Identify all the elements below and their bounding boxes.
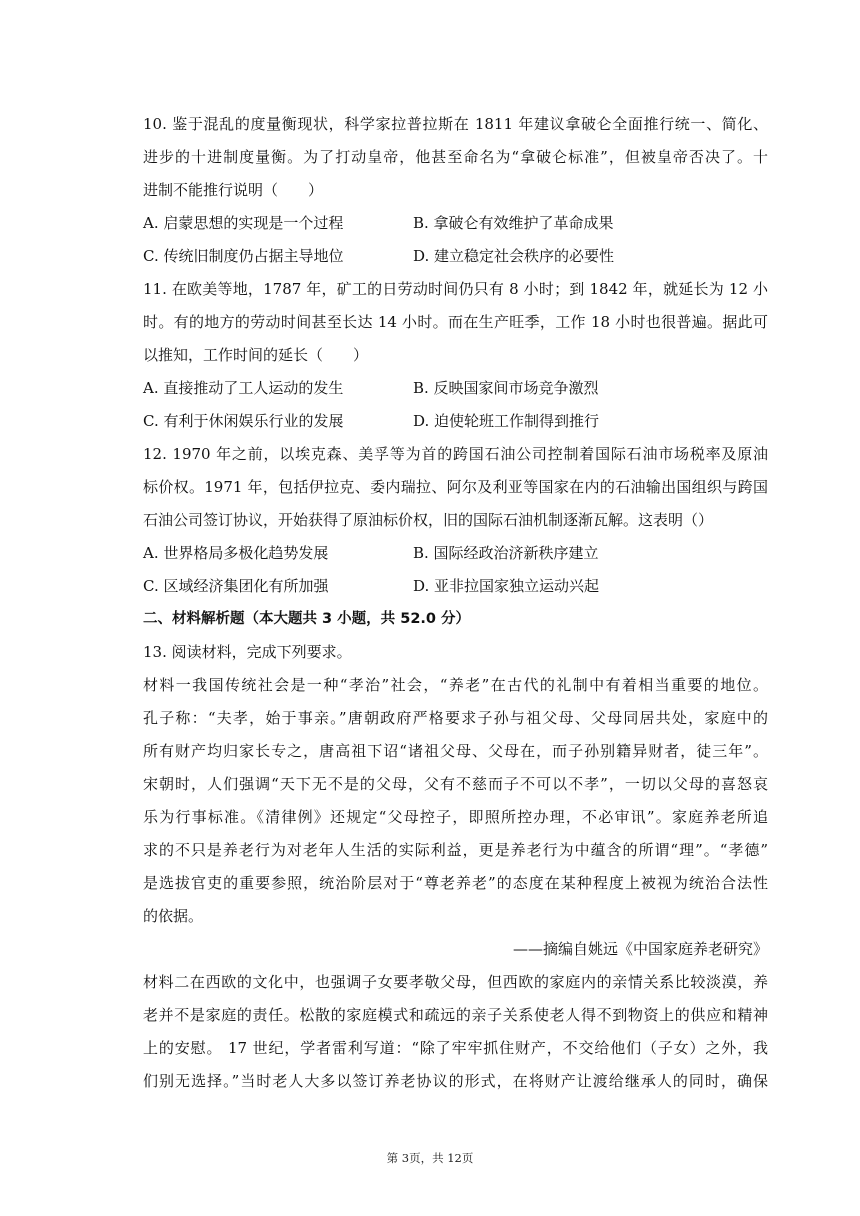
question-11-options-row-2: [143, 405, 768, 438]
question-11-line-3: 以推知，工作时间的延长（ ）: [143, 346, 369, 364]
question-10-option-d[interactable]: D. 建立稳定社会秩序的必要性: [413, 247, 615, 265]
section-2-heading: 二、材料解析题（本大题共 3 小题，共 52.0 分）: [143, 611, 471, 627]
question-10-option-c[interactable]: C. 传统旧制度仍占据主导地位: [143, 247, 344, 265]
question-11-option-b[interactable]: B. 反映国家间市场竞争激烈: [413, 379, 599, 397]
question-10-options-row-2: [143, 240, 768, 273]
material-1-line-2: 孔子称：“夫孝，始于事亲。”唐朝政府严格要求子孙与祖父母、父母同居共处，家庭中的: [143, 709, 768, 727]
question-10-option-a[interactable]: A. 启蒙思想的实现是一个过程: [143, 214, 344, 232]
question-12-line-1: 12. 1970 年之前，以埃克森、美孚等为首的跨国石油公司控制着国际石油市场税率及原油: [143, 445, 768, 463]
material-1-source: ——摘编自姚远《中国家庭养老研究》: [512, 940, 768, 958]
question-12-option-a[interactable]: A. 世界格局多极化趋势发展: [143, 544, 329, 562]
question-11-option-a[interactable]: A. 直接推动了工人运动的发生: [143, 379, 344, 397]
page-number-footer: 第 3页，共 12页: [386, 1151, 474, 1165]
question-12-line-2: 标价权。1971 年，包括伊拉克、委内瑞拉、阿尔及利亚等国家在内的石油输出国组织与跨国: [143, 478, 768, 496]
question-11-line-2: 时。有的地方的劳动时间甚至长达 14 小时。而在生产旺季，工作 18 小时也很普遍。据此可: [143, 313, 768, 331]
question-11-option-d[interactable]: D. 迫使轮班工作制得到推行: [413, 412, 600, 430]
question-13-intro: 13. 阅读材料，完成下列要求。: [143, 643, 352, 661]
material-1-line-3: 所有财产均归家长专之，唐高祖下诏“诸祖父母、父母在，而子孙别籍异财者，徒三年”。: [143, 742, 768, 760]
material-2-line-1: 材料二在西欧的文化中，也强调子女要孝敬父母，但西欧的家庭内的亲情关系比较淡漠，养: [143, 973, 768, 991]
material-1-line-6: 求的不只是养老行为对老年人生活的实际利益，更是养老行为中蕴含的所谓“理”。“孝德”: [143, 841, 768, 859]
question-10-line-1: 10. 鉴于混乱的度量衡现状，科学家拉普拉斯在 1811 年建议拿破仑全面推行统一、简化、: [143, 115, 768, 133]
question-12-option-b[interactable]: B. 国际经政治济新秩序建立: [413, 544, 599, 562]
material-1-line-8: 的依据。: [143, 907, 204, 925]
question-10-line-3: 进制不能推行说明（ ）: [143, 181, 324, 199]
question-11-options-row-1: [143, 372, 768, 405]
question-10: [143, 108, 768, 273]
question-10-line-2: 进步的十进制度量衡。为了打动皇帝，他甚至命名为“拿破仑标准”，但被皇帝否决了。十: [143, 148, 768, 166]
material-2: [143, 966, 768, 1098]
material-1-line-5: 乐为行事标准。《清律例》还规定“父母控子，即照所控办理，不必审讯”。家庭养老所追: [143, 808, 768, 826]
page-content: [143, 108, 768, 1098]
question-12: [143, 438, 768, 603]
material-2-line-2: 老并不是家庭的责任。松散的家庭模式和疏远的亲子关系使老人得不到物资上的供应和精神: [143, 1006, 768, 1024]
material-1-line-7: 是选拔官吏的重要参照，统治阶层对于“尊老养老”的态度在某种程度上被视为统治合法性: [143, 874, 768, 892]
material-2-line-3: 上的安慰。 17 世纪，学者雷利写道：“除了牢牢抓住财产，不交给他们（子女）之外，我: [143, 1039, 768, 1057]
question-12-options-row-2: [143, 570, 768, 603]
question-12-option-d[interactable]: D. 亚非拉国家独立运动兴起: [413, 577, 600, 595]
question-10-option-b[interactable]: B. 拿破仑有效维护了革命成果: [413, 214, 614, 232]
question-12-line-3: 石油公司签订协议，开始获得了原油标价权，旧的国际石油机制逐渐瓦解。这表明（）: [143, 511, 714, 529]
question-10-options-row-1: [143, 207, 768, 240]
question-12-option-c[interactable]: C. 区域经济集团化有所加强: [143, 577, 329, 595]
material-1-line-1: 材料一我国传统社会是一种“孝治”社会，“养老”在古代的礼制中有着相当重要的地位。: [143, 676, 768, 694]
question-13: [143, 636, 768, 1098]
question-11: [143, 273, 768, 438]
question-11-option-c[interactable]: C. 有利于休闲娱乐行业的发展: [143, 412, 344, 430]
question-12-options-row-1: [143, 537, 768, 570]
material-1: [143, 669, 768, 966]
material-1-line-4: 宋朝时，人们强调“天下无不是的父母，父有不慈而子不可以不孝”，一切以父母的喜怒哀: [143, 775, 768, 793]
material-2-line-4: 们别无选择。”当时老人大多以签订养老协议的形式，在将财产让渡给继承人的同时，确保: [143, 1072, 768, 1090]
question-11-line-1: 11. 在欧美等地，1787 年，矿工的日劳动时间仍只有 8 小时；到 1842 年，就延长为 12 小: [143, 280, 768, 298]
